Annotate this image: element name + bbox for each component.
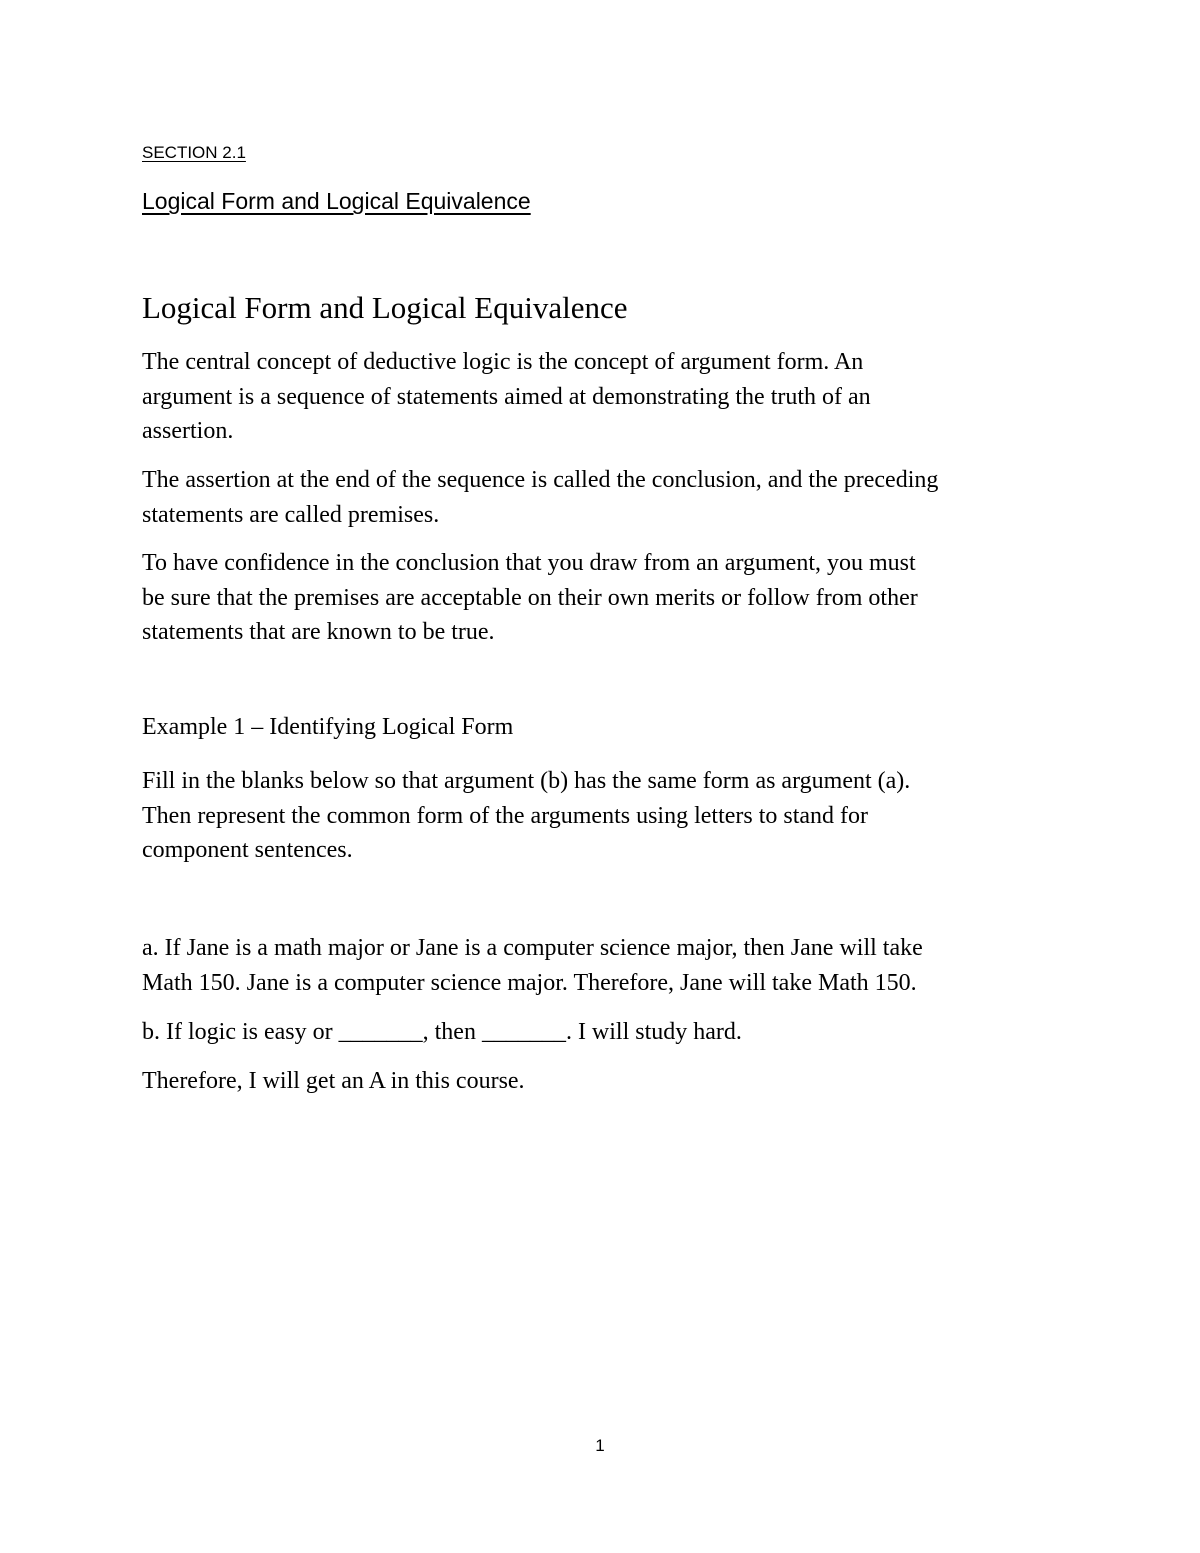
paragraph-line: be sure that the premises are acceptable on their own merits or follow from other [142,584,918,611]
paragraph-line: b. If logic is easy or _______, then _______. I will study hard. [142,1019,742,1045]
paragraph-line: statements that are known to be true. [142,619,495,645]
paragraph-line: The assertion at the end of the sequence is called the conclusion, and the preceding [142,467,939,493]
paragraph-argument-definition [142,345,1072,449]
example-instructions [142,764,1072,868]
argument-a [142,931,1072,1000]
paragraph-line: Fill in the blanks below so that argument (b) has the same form as argument (a). [142,768,911,794]
paragraph-confidence [142,546,1072,650]
paragraph-line: Therefore, I will get an A in this course. [142,1068,525,1094]
paragraph-line: a. If Jane is a math major or Jane is a computer science major, then Jane will take [142,935,923,961]
document-subtitle: Logical Form and Logical Equivalence [142,188,531,214]
paragraph-conclusion-premises [142,463,1072,532]
paragraph-line: argument is a sequence of statements aimed at demonstrating the truth of an [142,383,871,410]
argument-b [142,1015,1072,1050]
example-heading: Example 1 – Identifying Logical Form [142,714,514,740]
paragraph-line: To have confidence in the conclusion that you draw from an argument, you must [142,550,916,576]
paragraph-line: The central concept of deductive logic is the concept of argument form. An [142,349,864,375]
page-number: 1 [595,1436,605,1455]
paragraph-line: Then represent the common form of the arguments using letters to stand for [142,802,869,829]
section-label: SECTION 2.1 [142,143,246,162]
argument-b-conclusion [142,1064,1072,1099]
paragraph-line: assertion. [142,418,234,444]
main-heading: Logical Form and Logical Equivalence [142,290,628,325]
paragraph-line: statements are called premises. [142,501,440,528]
paragraph-line: Math 150. Jane is a computer science major. Therefore, Jane will take Math 150. [142,969,917,996]
paragraph-line: component sentences. [142,837,353,863]
